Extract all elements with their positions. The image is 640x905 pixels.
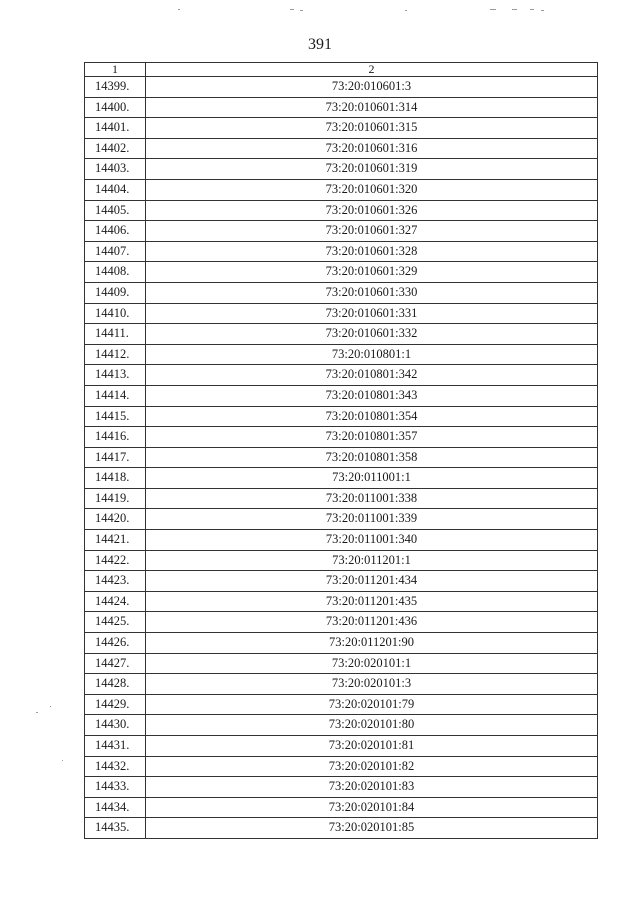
table-header-row	[85, 63, 598, 77]
table-row	[85, 262, 598, 283]
cadastral-number-cell: 73:20:020101:83	[146, 777, 598, 798]
row-index-cell: 14401.	[85, 118, 146, 139]
table-row	[85, 406, 598, 427]
table-row	[85, 447, 598, 468]
row-index-cell: 14412.	[85, 344, 146, 365]
cadastral-number-cell: 73:20:010601:316	[146, 138, 598, 159]
table-row	[85, 344, 598, 365]
cadastral-number-cell: 73:20:020101:80	[146, 715, 598, 736]
cadastral-number-cell: 73:20:010601:331	[146, 303, 598, 324]
cadastral-number-cell: 73:20:010601:320	[146, 179, 598, 200]
row-index-cell: 14423.	[85, 571, 146, 592]
cadastral-number-cell: 73:20:010601:319	[146, 159, 598, 180]
column-header-cadastral-number: 2	[146, 63, 598, 77]
table-row	[85, 138, 598, 159]
table-row	[85, 324, 598, 345]
table-row	[85, 612, 598, 633]
cadastral-number-cell: 73:20:010801:358	[146, 447, 598, 468]
row-index-cell: 14408.	[85, 262, 146, 283]
table-row	[85, 530, 598, 551]
cadastral-number-cell: 73:20:010601:315	[146, 118, 598, 139]
row-index-cell: 14429.	[85, 694, 146, 715]
row-index-cell: 14417.	[85, 447, 146, 468]
table-row	[85, 550, 598, 571]
row-index-cell: 14425.	[85, 612, 146, 633]
cadastral-number-cell: 73:20:011201:90	[146, 633, 598, 654]
cadastral-number-cell: 73:20:020101:3	[146, 674, 598, 695]
row-index-cell: 14435.	[85, 818, 146, 839]
table-row	[85, 653, 598, 674]
cadastral-number-cell: 73:20:010601:328	[146, 241, 598, 262]
table-row	[85, 159, 598, 180]
row-index-cell: 14420.	[85, 509, 146, 530]
row-index-cell: 14400.	[85, 97, 146, 118]
cadastral-number-cell: 73:20:010801:342	[146, 365, 598, 386]
table-row	[85, 427, 598, 448]
cadastral-number-cell: 73:20:010801:1	[146, 344, 598, 365]
cadastral-number-cell: 73:20:011201:435	[146, 591, 598, 612]
cadastral-number-cell: 73:20:011001:339	[146, 509, 598, 530]
cadastral-number-table	[84, 62, 598, 839]
table-row	[85, 509, 598, 530]
row-index-cell: 14411.	[85, 324, 146, 345]
cadastral-number-cell: 73:20:010601:3	[146, 77, 598, 98]
cadastral-number-cell: 73:20:010801:343	[146, 385, 598, 406]
row-index-cell: 14428.	[85, 674, 146, 695]
table-row	[85, 303, 598, 324]
table-row	[85, 200, 598, 221]
row-index-cell: 14416.	[85, 427, 146, 448]
row-index-cell: 14426.	[85, 633, 146, 654]
row-index-cell: 14421.	[85, 530, 146, 551]
row-index-cell: 14413.	[85, 365, 146, 386]
row-index-cell: 14407.	[85, 241, 146, 262]
table-row	[85, 777, 598, 798]
cadastral-number-cell: 73:20:020101:85	[146, 818, 598, 839]
table-row	[85, 633, 598, 654]
row-index-cell: 14409.	[85, 282, 146, 303]
column-header-index: 1	[85, 63, 146, 77]
cadastral-number-cell: 73:20:010601:327	[146, 221, 598, 242]
table-row	[85, 77, 598, 98]
row-index-cell: 14431.	[85, 736, 146, 757]
table-row	[85, 715, 598, 736]
table-row	[85, 488, 598, 509]
table-row	[85, 365, 598, 386]
cadastral-number-cell: 73:20:010801:354	[146, 406, 598, 427]
row-index-cell: 14403.	[85, 159, 146, 180]
table-row	[85, 736, 598, 757]
table-row	[85, 818, 598, 839]
row-index-cell: 14432.	[85, 756, 146, 777]
row-index-cell: 14414.	[85, 385, 146, 406]
cadastral-number-cell: 73:20:020101:81	[146, 736, 598, 757]
cadastral-number-cell: 73:20:011001:338	[146, 488, 598, 509]
cadastral-number-cell: 73:20:020101:79	[146, 694, 598, 715]
cadastral-number-cell: 73:20:011201:434	[146, 571, 598, 592]
cadastral-number-cell: 73:20:011201:1	[146, 550, 598, 571]
cadastral-number-cell: 73:20:010601:332	[146, 324, 598, 345]
row-index-cell: 14415.	[85, 406, 146, 427]
table-row	[85, 179, 598, 200]
table-body	[85, 77, 598, 839]
row-index-cell: 14404.	[85, 179, 146, 200]
cadastral-number-cell: 73:20:010601:329	[146, 262, 598, 283]
table-row	[85, 797, 598, 818]
table-row	[85, 756, 598, 777]
cadastral-number-cell: 73:20:020101:82	[146, 756, 598, 777]
row-index-cell: 14406.	[85, 221, 146, 242]
row-index-cell: 14430.	[85, 715, 146, 736]
table-row	[85, 694, 598, 715]
cadastral-number-cell: 73:20:010601:330	[146, 282, 598, 303]
row-index-cell: 14424.	[85, 591, 146, 612]
row-index-cell: 14418.	[85, 468, 146, 489]
table-row	[85, 385, 598, 406]
table-row	[85, 591, 598, 612]
cadastral-number-cell: 73:20:011001:1	[146, 468, 598, 489]
table-row	[85, 674, 598, 695]
row-index-cell: 14434.	[85, 797, 146, 818]
table-row	[85, 282, 598, 303]
table-row	[85, 97, 598, 118]
cadastral-number-cell: 73:20:010801:357	[146, 427, 598, 448]
table-row	[85, 571, 598, 592]
table-row	[85, 468, 598, 489]
cadastral-number-cell: 73:20:020101:84	[146, 797, 598, 818]
row-index-cell: 14399.	[85, 77, 146, 98]
page-number: 391	[308, 36, 332, 53]
cadastral-number-cell: 73:20:010601:314	[146, 97, 598, 118]
cadastral-number-cell: 73:20:020101:1	[146, 653, 598, 674]
row-index-cell: 14433.	[85, 777, 146, 798]
table-row	[85, 241, 598, 262]
table-row	[85, 118, 598, 139]
row-index-cell: 14402.	[85, 138, 146, 159]
row-index-cell: 14419.	[85, 488, 146, 509]
cadastral-number-cell: 73:20:011001:340	[146, 530, 598, 551]
row-index-cell: 14410.	[85, 303, 146, 324]
table-row	[85, 221, 598, 242]
row-index-cell: 14427.	[85, 653, 146, 674]
cadastral-number-cell: 73:20:011201:436	[146, 612, 598, 633]
cadastral-number-cell: 73:20:010601:326	[146, 200, 598, 221]
row-index-cell: 14422.	[85, 550, 146, 571]
row-index-cell: 14405.	[85, 200, 146, 221]
